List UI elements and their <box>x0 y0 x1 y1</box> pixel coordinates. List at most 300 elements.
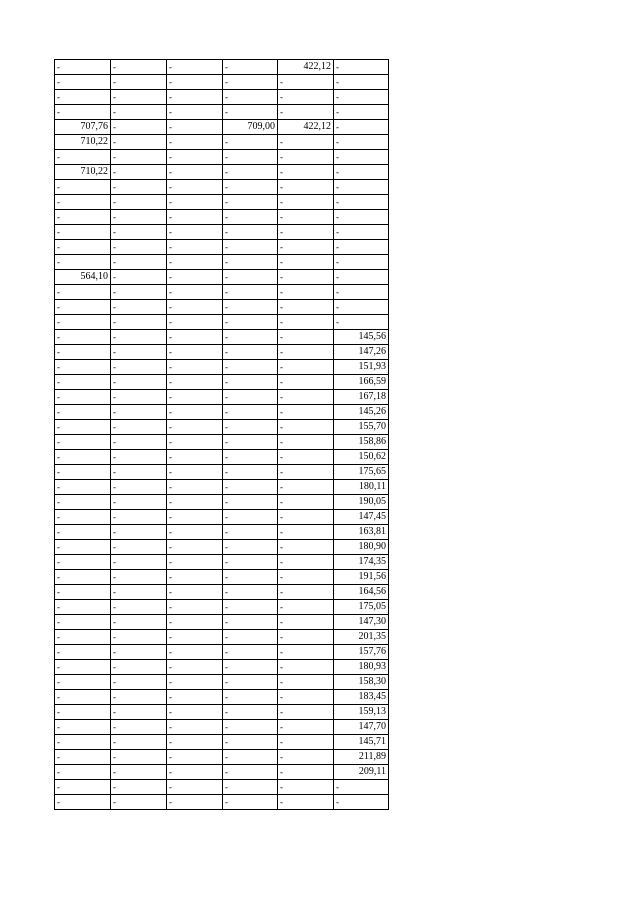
table-row <box>55 135 389 150</box>
table-cell: - <box>111 750 167 765</box>
table-cell: - <box>167 270 223 285</box>
table-cell: - <box>278 90 334 105</box>
table-cell: - <box>55 630 111 645</box>
table-cell: - <box>223 105 278 120</box>
table-cell: - <box>111 210 167 225</box>
table-cell: - <box>223 435 278 450</box>
table-cell: - <box>55 360 111 375</box>
table-cell: - <box>334 150 389 165</box>
table-cell: - <box>167 165 223 180</box>
table-cell: - <box>55 90 111 105</box>
table-cell: - <box>111 465 167 480</box>
table-cell: - <box>55 540 111 555</box>
table-cell: - <box>167 180 223 195</box>
table-cell: - <box>223 255 278 270</box>
table-cell: - <box>278 555 334 570</box>
table-cell: 183,45 <box>334 690 389 705</box>
table-cell: - <box>111 150 167 165</box>
table-cell: - <box>167 660 223 675</box>
table-cell: - <box>334 60 389 75</box>
table-cell: - <box>278 480 334 495</box>
table-cell: 191,56 <box>334 570 389 585</box>
table-row <box>55 510 389 525</box>
table-cell: 147,26 <box>334 345 389 360</box>
table-cell: - <box>278 225 334 240</box>
table-cell: 180,11 <box>334 480 389 495</box>
table-row <box>55 495 389 510</box>
table-cell: - <box>223 720 278 735</box>
table-cell: 147,70 <box>334 720 389 735</box>
table-cell: - <box>167 555 223 570</box>
table-row <box>55 150 389 165</box>
table-cell: - <box>223 405 278 420</box>
table-cell: - <box>167 450 223 465</box>
table-cell: - <box>223 690 278 705</box>
table-row <box>55 735 389 750</box>
table-row <box>55 120 389 135</box>
table-row <box>55 660 389 675</box>
table-cell: 707,76 <box>55 120 111 135</box>
table-cell: - <box>223 465 278 480</box>
table-cell: - <box>167 420 223 435</box>
table-cell: - <box>334 795 389 810</box>
table-row <box>55 165 389 180</box>
table-cell: - <box>334 270 389 285</box>
table-row <box>55 240 389 255</box>
table-cell: - <box>278 390 334 405</box>
table-cell: 155,70 <box>334 420 389 435</box>
table-cell: - <box>111 345 167 360</box>
table-row <box>55 195 389 210</box>
table-cell: - <box>278 675 334 690</box>
table-cell: 158,86 <box>334 435 389 450</box>
table-cell: - <box>55 735 111 750</box>
table-row <box>55 615 389 630</box>
table-row <box>55 780 389 795</box>
table-cell: - <box>55 390 111 405</box>
table-cell: - <box>111 510 167 525</box>
table-row <box>55 360 389 375</box>
table-cell: - <box>111 330 167 345</box>
table-cell: - <box>111 795 167 810</box>
table-cell: - <box>111 375 167 390</box>
table-cell: - <box>278 285 334 300</box>
table-cell: 145,71 <box>334 735 389 750</box>
table-cell: 564,10 <box>55 270 111 285</box>
table-cell: - <box>111 720 167 735</box>
table-cell: - <box>111 360 167 375</box>
table-cell: - <box>55 555 111 570</box>
table-cell: - <box>223 210 278 225</box>
table-cell: 166,59 <box>334 375 389 390</box>
table-row <box>55 225 389 240</box>
table-cell: - <box>223 480 278 495</box>
table-cell: - <box>55 750 111 765</box>
table-cell: - <box>223 60 278 75</box>
table-cell: - <box>223 555 278 570</box>
table-cell: - <box>111 405 167 420</box>
table-cell: - <box>111 450 167 465</box>
table-cell: - <box>111 780 167 795</box>
table-cell: 145,56 <box>334 330 389 345</box>
table-cell: - <box>55 765 111 780</box>
table-cell: - <box>223 630 278 645</box>
table-row <box>55 675 389 690</box>
table-cell: - <box>167 60 223 75</box>
table-cell: - <box>223 660 278 675</box>
table-cell: - <box>278 720 334 735</box>
table-cell: - <box>111 615 167 630</box>
table-cell: - <box>278 165 334 180</box>
table-row <box>55 555 389 570</box>
table-cell: - <box>278 105 334 120</box>
table-cell: 158,30 <box>334 675 389 690</box>
table-cell: - <box>278 240 334 255</box>
table-cell: - <box>111 675 167 690</box>
table-cell: - <box>111 285 167 300</box>
table-cell: - <box>334 90 389 105</box>
table-cell: - <box>167 600 223 615</box>
table-cell: - <box>278 795 334 810</box>
table-cell: - <box>111 690 167 705</box>
table-cell: - <box>167 750 223 765</box>
table-cell: - <box>223 375 278 390</box>
table-cell: - <box>55 300 111 315</box>
table-cell: - <box>334 285 389 300</box>
table-cell: - <box>55 180 111 195</box>
table-cell: - <box>278 315 334 330</box>
table-cell: - <box>55 600 111 615</box>
table-cell: - <box>278 450 334 465</box>
table-cell: - <box>223 285 278 300</box>
table-cell: - <box>167 780 223 795</box>
table-cell: - <box>167 405 223 420</box>
table-cell: - <box>167 630 223 645</box>
table-cell: - <box>111 390 167 405</box>
table-cell: - <box>111 765 167 780</box>
table-cell: - <box>223 270 278 285</box>
table-cell: - <box>278 180 334 195</box>
table-cell: - <box>223 150 278 165</box>
table-cell: - <box>167 345 223 360</box>
table-cell: - <box>167 390 223 405</box>
table-cell: - <box>223 195 278 210</box>
table-cell: 180,90 <box>334 540 389 555</box>
table-cell: - <box>55 675 111 690</box>
table-cell: - <box>167 615 223 630</box>
table-cell: - <box>167 675 223 690</box>
table-cell: - <box>55 285 111 300</box>
table-cell: - <box>334 300 389 315</box>
table-cell: 157,76 <box>334 645 389 660</box>
table-cell: - <box>111 120 167 135</box>
table-cell: - <box>167 690 223 705</box>
table-cell: - <box>55 225 111 240</box>
table-cell: - <box>334 75 389 90</box>
table-cell: - <box>111 75 167 90</box>
table-cell: - <box>334 165 389 180</box>
table-cell: - <box>55 690 111 705</box>
table-cell: - <box>223 735 278 750</box>
table-cell: - <box>55 75 111 90</box>
table-cell: 151,93 <box>334 360 389 375</box>
table-cell: - <box>278 510 334 525</box>
table-cell: - <box>55 105 111 120</box>
table-cell: 150,62 <box>334 450 389 465</box>
table-cell: - <box>55 405 111 420</box>
table-cell: - <box>223 225 278 240</box>
table-cell: - <box>167 540 223 555</box>
table-cell: 710,22 <box>55 165 111 180</box>
table-cell: - <box>111 525 167 540</box>
table-cell: 709,00 <box>223 120 278 135</box>
table-cell: - <box>278 375 334 390</box>
table-cell: - <box>111 540 167 555</box>
table-cell: - <box>223 360 278 375</box>
table-cell: - <box>55 795 111 810</box>
table-cell: - <box>278 780 334 795</box>
table-row <box>55 450 389 465</box>
table-row <box>55 375 389 390</box>
table-cell: - <box>334 105 389 120</box>
table-cell: - <box>278 615 334 630</box>
table-row <box>55 720 389 735</box>
table-row <box>55 285 389 300</box>
table-cell: - <box>167 735 223 750</box>
table-cell: - <box>167 495 223 510</box>
table-row <box>55 750 389 765</box>
table-cell: 211,89 <box>334 750 389 765</box>
table-cell: - <box>223 495 278 510</box>
table-cell: - <box>55 585 111 600</box>
table-cell: - <box>167 255 223 270</box>
table-cell: - <box>334 210 389 225</box>
table-cell: - <box>334 255 389 270</box>
table-cell: - <box>167 435 223 450</box>
table-cell: - <box>278 735 334 750</box>
table-cell: 147,30 <box>334 615 389 630</box>
table-row <box>55 600 389 615</box>
table-cell: - <box>278 435 334 450</box>
table-cell: - <box>55 645 111 660</box>
table-cell: - <box>111 135 167 150</box>
table-cell: - <box>167 195 223 210</box>
table-cell: - <box>111 495 167 510</box>
table-cell: - <box>223 765 278 780</box>
table-cell: - <box>55 495 111 510</box>
table-cell: - <box>278 525 334 540</box>
table-cell: - <box>278 750 334 765</box>
table-cell: - <box>167 765 223 780</box>
table-cell: - <box>167 570 223 585</box>
table-row <box>55 795 389 810</box>
table-cell: - <box>278 705 334 720</box>
table-cell: - <box>111 645 167 660</box>
table-cell: - <box>55 420 111 435</box>
table-cell: - <box>278 210 334 225</box>
table-row <box>55 540 389 555</box>
table-row <box>55 300 389 315</box>
table-cell: - <box>278 345 334 360</box>
table-cell: - <box>223 675 278 690</box>
table-cell: - <box>111 180 167 195</box>
table-cell: - <box>55 255 111 270</box>
table-cell: - <box>55 465 111 480</box>
table-cell: - <box>55 330 111 345</box>
table-cell: - <box>167 510 223 525</box>
table-cell: - <box>278 405 334 420</box>
table-cell: - <box>223 450 278 465</box>
table-cell: - <box>111 270 167 285</box>
table-cell: - <box>167 465 223 480</box>
table-row <box>55 315 389 330</box>
table-cell: - <box>55 60 111 75</box>
table-cell: 201,35 <box>334 630 389 645</box>
table-cell: - <box>223 795 278 810</box>
table-cell: - <box>167 585 223 600</box>
table-row <box>55 705 389 720</box>
table-cell: - <box>334 195 389 210</box>
table-cell: - <box>167 330 223 345</box>
table-cell: - <box>223 705 278 720</box>
table-cell: - <box>278 255 334 270</box>
table-cell: - <box>223 645 278 660</box>
table-cell: - <box>111 420 167 435</box>
table-cell: - <box>223 165 278 180</box>
table-cell: - <box>223 345 278 360</box>
table-cell: - <box>278 630 334 645</box>
table-cell: 145,26 <box>334 405 389 420</box>
table-row <box>55 255 389 270</box>
table-cell: - <box>55 780 111 795</box>
table-cell: - <box>167 90 223 105</box>
table-cell: - <box>167 105 223 120</box>
table-cell: - <box>167 645 223 660</box>
table-cell: 175,65 <box>334 465 389 480</box>
table-cell: - <box>55 345 111 360</box>
table-row <box>55 60 389 75</box>
table-cell: - <box>55 435 111 450</box>
table-cell: - <box>223 585 278 600</box>
table-cell: - <box>55 660 111 675</box>
table-row <box>55 270 389 285</box>
table-cell: - <box>278 300 334 315</box>
table-row <box>55 645 389 660</box>
table-cell: - <box>167 240 223 255</box>
table-cell: - <box>167 525 223 540</box>
table-cell: - <box>111 90 167 105</box>
table-cell: - <box>334 780 389 795</box>
table-cell: - <box>55 150 111 165</box>
table-cell: - <box>334 180 389 195</box>
table-cell: - <box>55 210 111 225</box>
table-cell: - <box>278 360 334 375</box>
table-row <box>55 765 389 780</box>
table-body <box>55 60 389 810</box>
table-cell: - <box>167 150 223 165</box>
table-cell: - <box>223 570 278 585</box>
table-cell: - <box>167 720 223 735</box>
table-cell: - <box>111 585 167 600</box>
table-cell: - <box>167 75 223 90</box>
table-cell: - <box>223 390 278 405</box>
table-row <box>55 345 389 360</box>
table-cell: 167,18 <box>334 390 389 405</box>
table-cell: - <box>278 330 334 345</box>
table-cell: 422,12 <box>278 120 334 135</box>
table-cell: - <box>111 105 167 120</box>
table-row <box>55 105 389 120</box>
table-cell: - <box>167 705 223 720</box>
table-cell: - <box>278 75 334 90</box>
table-cell: - <box>334 225 389 240</box>
table-cell: - <box>278 495 334 510</box>
table-cell: - <box>278 660 334 675</box>
table-cell: - <box>223 300 278 315</box>
table-cell: - <box>55 525 111 540</box>
table-cell: - <box>278 690 334 705</box>
table-cell: 164,56 <box>334 585 389 600</box>
table-cell: - <box>55 375 111 390</box>
table-cell: - <box>278 270 334 285</box>
table-cell: - <box>55 450 111 465</box>
table-cell: - <box>223 330 278 345</box>
table-cell: - <box>55 195 111 210</box>
table-cell: 190,05 <box>334 495 389 510</box>
table-cell: - <box>167 285 223 300</box>
table-cell: - <box>223 780 278 795</box>
table-cell: - <box>111 195 167 210</box>
table-cell: - <box>167 120 223 135</box>
table-cell: - <box>111 480 167 495</box>
table-cell: - <box>278 645 334 660</box>
table-cell: - <box>223 510 278 525</box>
table-cell: 175,05 <box>334 600 389 615</box>
table-cell: - <box>111 660 167 675</box>
table-cell: - <box>111 225 167 240</box>
table-cell: - <box>278 150 334 165</box>
table-cell: - <box>55 720 111 735</box>
table-row <box>55 75 389 90</box>
table-cell: 710,22 <box>55 135 111 150</box>
table-cell: - <box>278 135 334 150</box>
table-cell: - <box>55 480 111 495</box>
table-cell: - <box>223 75 278 90</box>
table-cell: - <box>167 300 223 315</box>
table-cell: - <box>223 240 278 255</box>
table-row <box>55 585 389 600</box>
table-cell: - <box>167 795 223 810</box>
table-cell: - <box>55 240 111 255</box>
table-cell: - <box>111 315 167 330</box>
table-row <box>55 210 389 225</box>
table-cell: - <box>111 300 167 315</box>
table-cell: - <box>111 600 167 615</box>
table-cell: - <box>334 240 389 255</box>
table-cell: - <box>111 165 167 180</box>
table-cell: - <box>223 90 278 105</box>
table-cell: - <box>278 570 334 585</box>
table-cell: - <box>167 375 223 390</box>
table-cell: 147,45 <box>334 510 389 525</box>
table-cell: - <box>55 615 111 630</box>
table-cell: - <box>167 225 223 240</box>
table-cell: 209,11 <box>334 765 389 780</box>
table-cell: - <box>167 360 223 375</box>
table-cell: - <box>167 315 223 330</box>
table-cell: - <box>111 60 167 75</box>
table-cell: - <box>55 705 111 720</box>
